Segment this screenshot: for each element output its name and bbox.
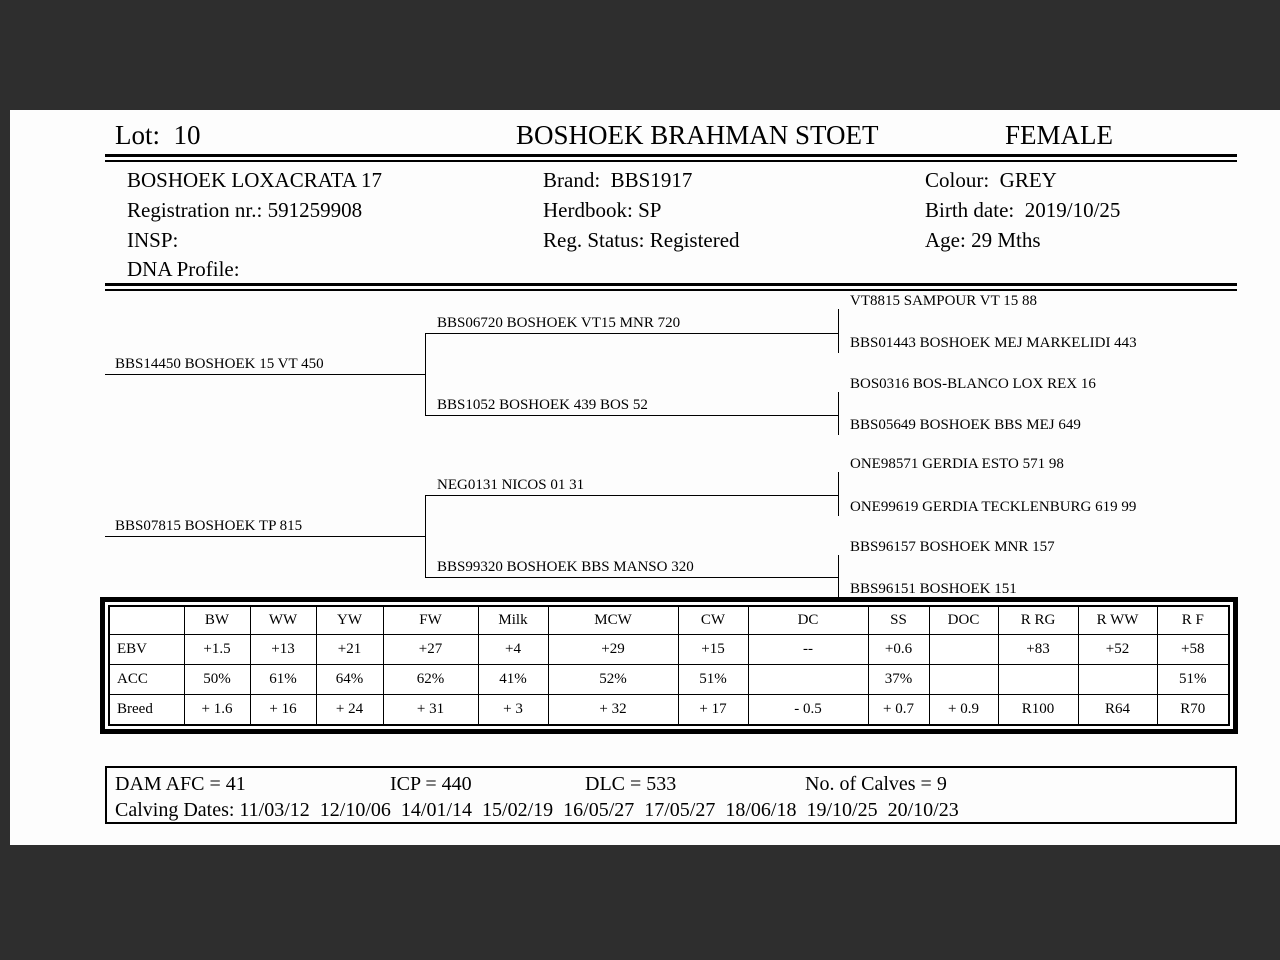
ebv-cell: +29: [548, 635, 678, 665]
ebv-cell: 37%: [868, 665, 929, 695]
pedigree-line: [425, 495, 426, 578]
dam-dlc: DLC = 533: [585, 773, 677, 795]
pedigree-great-grandparent: ONE98571 GERDIA ESTO 571 98: [850, 456, 1064, 472]
birth-date: Birth date: 2019/10/25: [925, 198, 1121, 222]
ebv-cell: +52: [1078, 635, 1157, 665]
divider-rule: [105, 154, 1237, 157]
ebv-cell: +83: [998, 635, 1078, 665]
ebv-cell: + 0.9: [929, 695, 998, 726]
insp-label: INSP:: [127, 228, 179, 252]
ebv-table: [108, 605, 1230, 726]
ebv-cell: [1078, 665, 1157, 695]
divider-rule: [105, 289, 1237, 291]
ebv-cell: 64%: [316, 665, 383, 695]
pedigree-great-grandparent: ONE99619 GERDIA TECKLENBURG 619 99: [850, 499, 1137, 515]
calving-dates: Calving Dates: 11/03/12 12/10/06 14/01/14 15/02/19 16/05/27 17/05/27 18/06/18 19/10/25 20/10/23: [115, 799, 959, 821]
pedigree-great-grandparent: BBS01443 BOSHOEK MEJ MARKELIDI 443: [850, 335, 1137, 351]
ebv-cell: 61%: [250, 665, 316, 695]
dna-profile-label: DNA Profile:: [127, 257, 240, 281]
animal-name: BOSHOEK LOXACRATA 17: [127, 168, 383, 192]
ebv-column-header: CW: [678, 606, 748, 635]
age: Age: 29 Mths: [925, 228, 1041, 252]
pedigree-line: [105, 536, 425, 537]
ebv-column-header: YW: [316, 606, 383, 635]
brand: Brand: BBS1917: [543, 168, 693, 192]
ebv-cell: +27: [383, 635, 478, 665]
ebv-column-header: DOC: [929, 606, 998, 635]
sex-label: FEMALE: [1005, 120, 1113, 150]
ebv-table-frame: [100, 597, 1238, 734]
ebv-cell: R100: [998, 695, 1078, 726]
ebv-row-label: EBV: [109, 635, 184, 665]
herdbook: Herdbook: SP: [543, 198, 662, 222]
ebv-cell: +21: [316, 635, 383, 665]
pedigree-line: [425, 333, 426, 416]
ebv-column-header: R WW: [1078, 606, 1157, 635]
ebv-cell: [748, 665, 868, 695]
pedigree-line: [838, 472, 839, 516]
ebv-cell: + 24: [316, 695, 383, 726]
page-title: BOSHOEK BRAHMAN STOET: [516, 120, 879, 150]
ebv-cell: +1.5: [184, 635, 250, 665]
lot-number: Lot: 10: [115, 120, 201, 150]
pedigree-great-grandparent: BBS96157 BOSHOEK MNR 157: [850, 539, 1055, 555]
ebv-cell: [929, 635, 998, 665]
ebv-column-header: SS: [868, 606, 929, 635]
ebv-header-row: [109, 606, 1229, 635]
ebv-column-header: Milk: [478, 606, 548, 635]
pedigree-line: [425, 333, 838, 334]
ebv-cell: 50%: [184, 665, 250, 695]
ebv-cell: + 16: [250, 695, 316, 726]
pedigree-line: [425, 495, 838, 496]
pedigree-great-grandparent: BBS05649 BOSHOEK BBS MEJ 649: [850, 417, 1081, 433]
pedigree-line: [838, 392, 839, 435]
dam-icp: ICP = 440: [390, 773, 472, 795]
ebv-cell: --: [748, 635, 868, 665]
pedigree-dam: BBS07815 BOSHOEK TP 815: [115, 518, 303, 534]
ebv-cell: +15: [678, 635, 748, 665]
pedigree-dam-dam: BBS99320 BOSHOEK BBS MANSO 320: [437, 559, 694, 575]
ebv-cell: + 3: [478, 695, 548, 726]
pedigree-line: [105, 374, 425, 375]
ebv-row-label: Breed: [109, 695, 184, 726]
ebv-cell: + 0.7: [868, 695, 929, 726]
ebv-cell: + 1.6: [184, 695, 250, 726]
divider-rule: [105, 283, 1237, 286]
dam-afc: DAM AFC = 41: [115, 773, 246, 795]
ebv-cell: R64: [1078, 695, 1157, 726]
divider-rule: [105, 160, 1237, 162]
ebv-cell: [929, 665, 998, 695]
ebv-cell: +4: [478, 635, 548, 665]
pedigree-dam-sire: NEG0131 NICOS 01 31: [437, 477, 585, 493]
ebv-row: [109, 635, 1229, 665]
pedigree-great-grandparent: BBS96151 BOSHOEK 151: [850, 581, 1017, 597]
ebv-cell: + 32: [548, 695, 678, 726]
pedigree-sire: BBS14450 BOSHOEK 15 VT 450: [115, 356, 324, 372]
ebv-cell: +58: [1157, 635, 1229, 665]
ebv-cell: [998, 665, 1078, 695]
ebv-column-header: DC: [748, 606, 868, 635]
ebv-cell: 51%: [1157, 665, 1229, 695]
ebv-column-header: WW: [250, 606, 316, 635]
pedigree-line: [425, 415, 838, 416]
pedigree-line: [838, 555, 839, 599]
pedigree-sire-dam: BBS1052 BOSHOEK 439 BOS 52: [437, 397, 648, 413]
reg-status: Reg. Status: Registered: [543, 228, 740, 252]
ebv-cell: 62%: [383, 665, 478, 695]
ebv-column-header: MCW: [548, 606, 678, 635]
ebv-column-header: BW: [184, 606, 250, 635]
ebv-cell: + 17: [678, 695, 748, 726]
ebv-cell: - 0.5: [748, 695, 868, 726]
pedigree-line: [838, 309, 839, 353]
colour: Colour: GREY: [925, 168, 1057, 192]
ebv-cell: + 31: [383, 695, 478, 726]
registration-number: Registration nr.: 591259908: [127, 198, 363, 222]
ebv-cell: +13: [250, 635, 316, 665]
ebv-column-header: [109, 606, 184, 635]
ebv-column-header: R RG: [998, 606, 1078, 635]
pedigree-great-grandparent: VT8815 SAMPOUR VT 15 88: [850, 293, 1037, 309]
ebv-cell: R70: [1157, 695, 1229, 726]
pedigree-sire-sire: BBS06720 BOSHOEK VT15 MNR 720: [437, 315, 681, 331]
ebv-column-header: R F: [1157, 606, 1229, 635]
dam-number-of-calves: No. of Calves = 9: [805, 773, 947, 795]
ebv-cell: 51%: [678, 665, 748, 695]
ebv-cell: 41%: [478, 665, 548, 695]
pedigree-line: [425, 577, 838, 578]
ebv-row-label: ACC: [109, 665, 184, 695]
pedigree-great-grandparent: BOS0316 BOS-BLANCO LOX REX 16: [850, 376, 1096, 392]
ebv-row: [109, 665, 1229, 695]
ebv-cell: +0.6: [868, 635, 929, 665]
ebv-row: [109, 695, 1229, 726]
ebv-cell: 52%: [548, 665, 678, 695]
ebv-column-header: FW: [383, 606, 478, 635]
